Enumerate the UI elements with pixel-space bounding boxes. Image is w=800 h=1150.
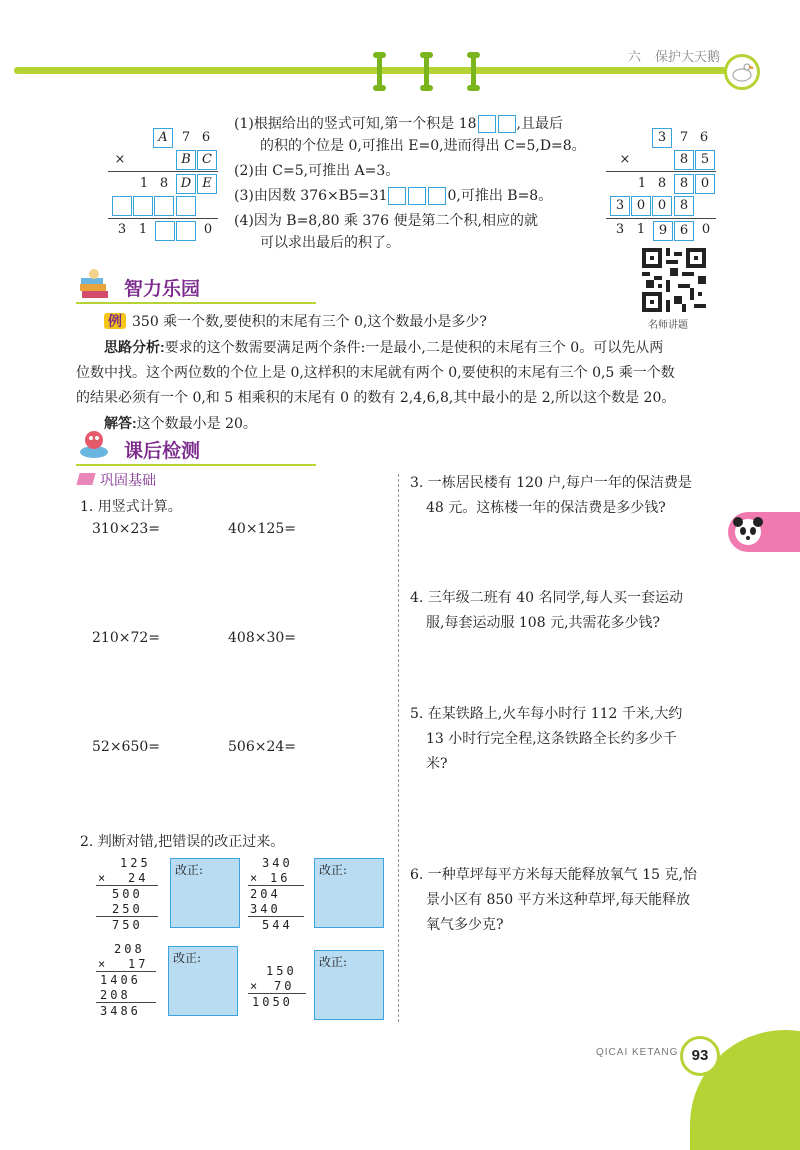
blank-box	[176, 196, 196, 216]
digit-box: 8	[674, 196, 694, 216]
digit-box: 3	[610, 196, 630, 216]
digit-box: A	[153, 128, 173, 148]
goose-icon	[724, 54, 760, 90]
calc-item: 210×72=	[92, 630, 160, 646]
blank-box	[154, 196, 174, 216]
q3: 3. 一栋居民楼有 120 户,每户一年的保洁费是 48 元。这栋楼一年的保洁费是多少钱?	[410, 475, 692, 516]
blank-box	[408, 187, 426, 205]
step-3: (3)由因数 376×B5=31 0,可推出 B=8。	[234, 188, 553, 204]
digit-box: D	[176, 174, 196, 194]
digit-box: 3	[652, 128, 672, 148]
analysis-line-3: 的结果必须有一个 0,和 5 相乘积的末尾有 0 的数有 2,4,6,8,其中最小的是 2,所以这个数是 20。	[76, 390, 676, 406]
analysis-line-2: 位数中找。这个两位数的个位上是 0,这样积的末尾就有两个 0,要使积的末尾有三个 0,5 乘一个数	[76, 365, 675, 381]
digit: 7	[181, 130, 191, 145]
example-question: 例 350 乘一个数,要使积的末尾有三个 0,这个数最小是多少?	[76, 310, 726, 333]
binder-ring	[471, 54, 476, 88]
books-icon	[76, 268, 116, 302]
digit: 0	[203, 222, 213, 237]
blank-box	[176, 221, 196, 241]
calc-item: 310×23=	[92, 521, 160, 537]
rule-line	[108, 171, 218, 172]
chapter-number: 六	[628, 49, 642, 64]
step-1-cont: 的积的个位是 0,可推出 E=0,进而得出 C=5,D=8。	[260, 138, 586, 154]
digit: 6	[699, 130, 709, 145]
blank-box	[133, 196, 153, 216]
binder-ring	[377, 54, 382, 88]
digit-box: 0	[652, 196, 672, 216]
times-sign: ×	[619, 152, 631, 167]
digit-box: E	[197, 174, 217, 194]
q1-title: 1. 用竖式计算。	[80, 499, 182, 515]
page-number: 93	[680, 1036, 720, 1076]
digit-box: 8	[674, 174, 694, 194]
digit: 3	[615, 222, 625, 237]
example-block	[76, 310, 726, 435]
mascot-icon	[76, 426, 116, 462]
calc-item: 408×30=	[228, 630, 296, 646]
digit-box: 0	[631, 196, 651, 216]
calc-item: 52×650=	[92, 739, 160, 755]
blank-box	[498, 115, 516, 133]
step-4-cont: 可以求出最后的积了。	[260, 235, 400, 251]
blank-box	[478, 115, 496, 133]
section-underline	[76, 464, 316, 466]
digit-box: C	[197, 150, 217, 170]
footer-brand: QICAI KETANG	[596, 1047, 679, 1058]
digit: 1	[637, 176, 647, 191]
qr-code-icon[interactable]	[642, 248, 706, 312]
notebook-icon	[76, 473, 95, 485]
example-tag: 例	[104, 313, 126, 329]
rule-line	[108, 218, 218, 219]
calc-item: 40×125=	[228, 521, 296, 537]
digit: 1	[139, 176, 149, 191]
digit: 7	[679, 130, 689, 145]
digit-box: B	[176, 150, 196, 170]
digit: 8	[657, 176, 667, 191]
times-sign: ×	[250, 871, 261, 885]
blank-box	[388, 187, 406, 205]
digit-box: 0	[695, 174, 715, 194]
digit-box: 6	[674, 221, 694, 241]
column-divider	[398, 474, 399, 1022]
section-underline	[76, 302, 316, 304]
digit-box: 8	[674, 150, 694, 170]
times-sign: ×	[98, 957, 109, 971]
digit-box: 9	[653, 221, 673, 241]
q2-title: 2. 判断对错,把错误的改正过来。	[80, 834, 285, 850]
q5: 5. 在某铁路上,火车每小时行 112 千米,大约 13 小时行完全程,这条铁路全长约多少千 米?	[410, 706, 683, 772]
blank-box	[112, 196, 132, 216]
correction-box[interactable]: 改正:	[168, 946, 238, 1016]
step-1: (1)根据给出的竖式可知,第一个积是 18 ,且最后	[234, 116, 563, 132]
chapter-title: 保护大天鹅	[655, 49, 721, 64]
blank-box	[428, 187, 446, 205]
correction-box[interactable]: 改正:	[314, 950, 384, 1020]
section-title-zhili: 智力乐园	[124, 279, 201, 300]
correction-box[interactable]: 改正:	[314, 858, 384, 928]
correction-box[interactable]: 改正:	[170, 858, 240, 928]
rule-line	[606, 171, 716, 172]
digit: 1	[636, 222, 646, 237]
answer-line: 解答:这个数最小是 20。	[104, 415, 257, 432]
qr-caption: 名师讲题	[648, 320, 688, 331]
calc-item: 506×24=	[228, 739, 296, 755]
panda-tab-icon	[728, 512, 800, 552]
analysis-line-1: 思路分析:要求的这个数需要满足两个条件:一是最小,二是使积的末尾有三个 0。可以先从两	[104, 339, 664, 356]
digit: 3	[117, 222, 127, 237]
step-4: (4)因为 B=8,80 乘 376 便是第二个积,相应的就	[234, 213, 538, 229]
digit: 8	[159, 176, 169, 191]
section-title-homework: 课后检测	[124, 441, 201, 462]
digit: 6	[201, 130, 211, 145]
times-sign: ×	[114, 152, 126, 167]
binder-ring	[424, 54, 429, 88]
digit: 1	[138, 222, 148, 237]
times-sign: ×	[98, 871, 109, 885]
digit: 0	[701, 222, 711, 237]
q4: 4. 三年级二班有 40 名同学,每人买一套运动 服,每套运动服 108 元,共需花多少钱?	[410, 590, 683, 631]
rule-line	[606, 218, 716, 219]
digit-box: 5	[695, 150, 715, 170]
q6: 6. 一种草坪每平方米每天能释放氧气 15 克,怡 景小区有 850 平方米这种草坪,每天能释放 氧气多少克?	[410, 867, 697, 933]
times-sign: ×	[250, 979, 261, 993]
blank-box	[155, 221, 175, 241]
puzzle-steps	[234, 113, 604, 254]
step-2: (2)由 C=5,可推出 A=3。	[234, 163, 400, 179]
subsection-basic: 巩固基础	[100, 472, 156, 488]
